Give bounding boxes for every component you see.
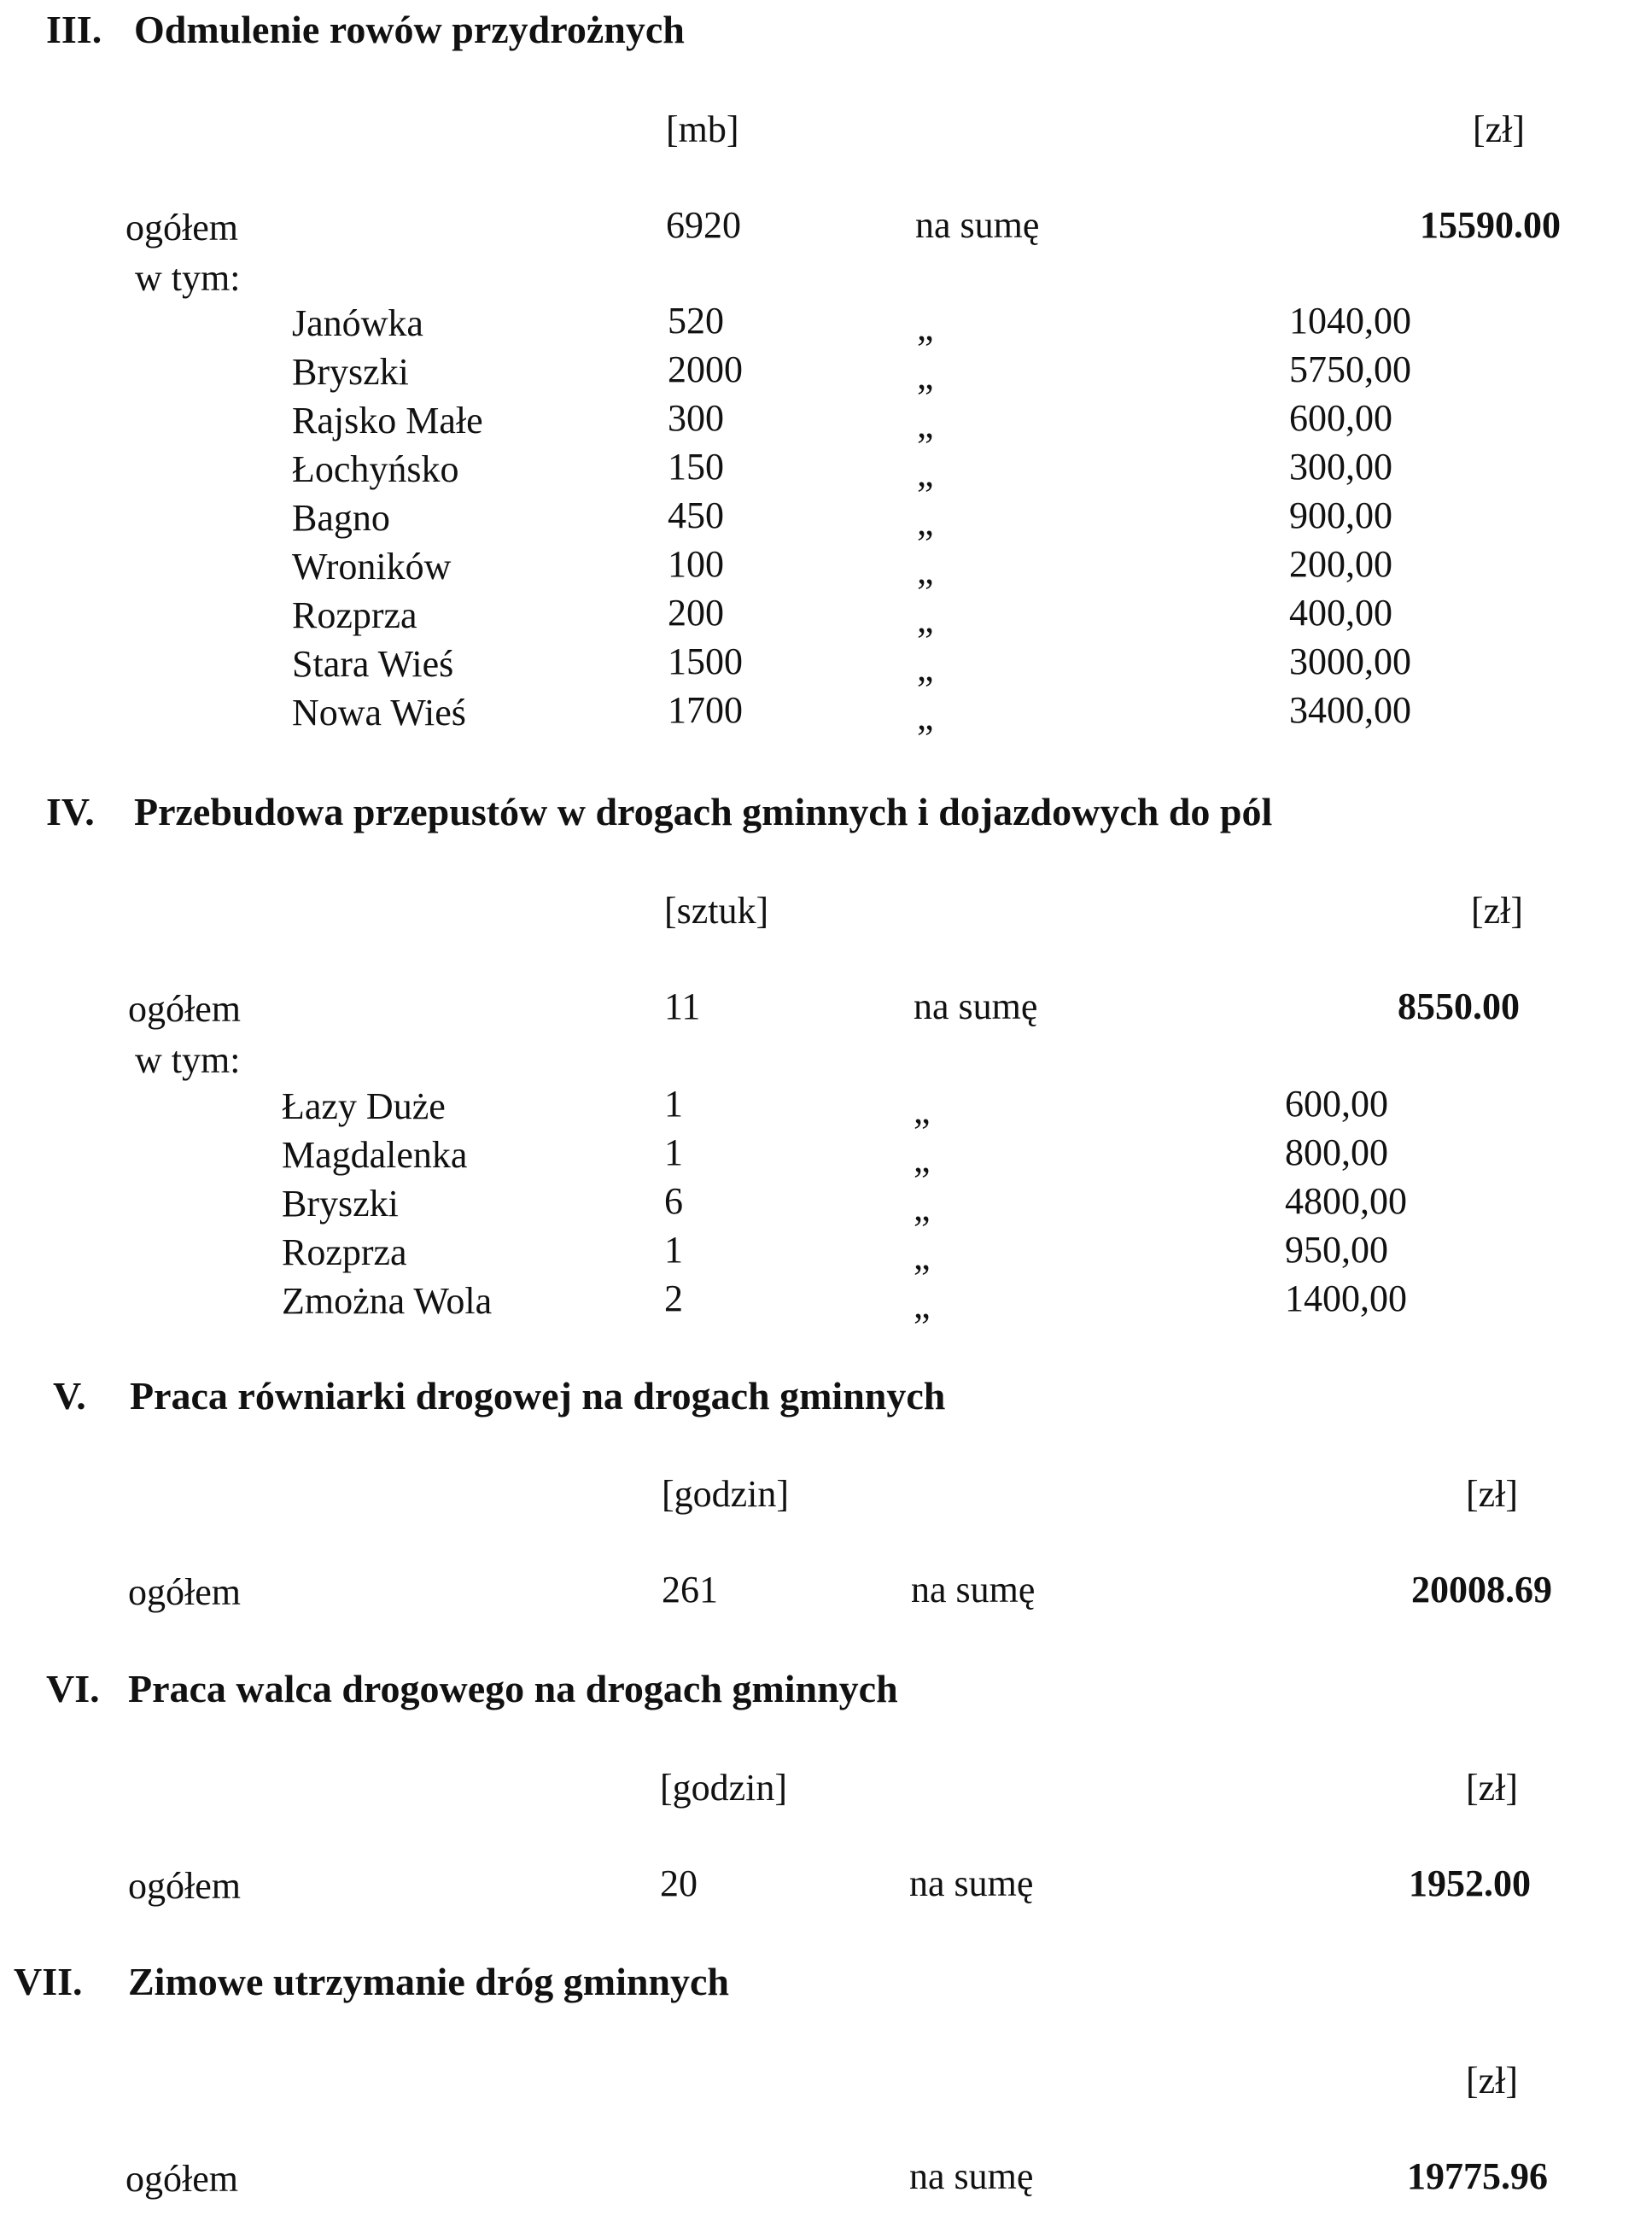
- item-quantity: 1700: [668, 689, 743, 731]
- unit-label: [godzin]: [660, 1767, 788, 1809]
- ditto-mark: „: [917, 599, 934, 640]
- item-amount: 600,00: [1285, 1083, 1388, 1125]
- section-numeral: III.: [46, 8, 102, 51]
- sum-label: na sumę: [914, 985, 1038, 1027]
- item-name: Rajsko Małe: [292, 400, 483, 441]
- unit-label: [godzin]: [662, 1473, 790, 1515]
- breakdown-label: w tym:: [135, 257, 241, 299]
- total-label: ogółem: [126, 207, 238, 248]
- item-quantity: 100: [668, 543, 724, 585]
- item-name: Stara Wieś: [292, 643, 454, 685]
- item-name: Magdalenka: [282, 1134, 468, 1176]
- item-name: Bagno: [292, 497, 390, 539]
- ditto-mark: „: [914, 1236, 931, 1277]
- item-name: Bryszki: [292, 351, 409, 393]
- section-title: Przebudowa przepustów w drogach gminnych i dojazdowych do pól: [134, 790, 1273, 833]
- item-quantity: 520: [668, 300, 724, 342]
- item-quantity: 1500: [668, 640, 743, 682]
- item-name: Rozprza: [292, 594, 417, 636]
- item-quantity: 1: [664, 1229, 683, 1271]
- item-name: Zmożna Wola: [282, 1280, 493, 1322]
- breakdown-label: w tym:: [135, 1039, 241, 1081]
- section-title: Odmulenie rowów przydrożnych: [134, 8, 685, 51]
- total-label: ogółem: [128, 1571, 241, 1613]
- total-quantity: 20: [660, 1862, 698, 1904]
- unit-label: [sztuk]: [664, 890, 769, 932]
- sum-label: na sumę: [915, 204, 1040, 246]
- total-amount: 19775.96: [1407, 2155, 1548, 2197]
- ditto-mark: „: [917, 647, 934, 689]
- ditto-mark: „: [917, 501, 934, 543]
- section-title: Praca równiarki drogowej na drogach gminnych: [130, 1374, 946, 1418]
- section-numeral: V.: [53, 1374, 86, 1418]
- currency-label: [zł]: [1466, 1473, 1519, 1515]
- item-quantity: 200: [668, 592, 724, 634]
- item-amount: 600,00: [1289, 397, 1392, 439]
- total-amount: 1952.00: [1409, 1862, 1531, 1904]
- ditto-mark: „: [914, 1284, 931, 1326]
- section-numeral: VII.: [14, 1960, 83, 2003]
- total-label: ogółem: [128, 1865, 241, 1907]
- item-name: Janówka: [292, 302, 423, 344]
- sum-label: na sumę: [909, 2155, 1034, 2197]
- section-title: Zimowe utrzymanie dróg gminnych: [128, 1960, 730, 2003]
- total-label: ogółem: [128, 988, 241, 1030]
- currency-label: [zł]: [1466, 1767, 1519, 1809]
- sum-label: na sumę: [909, 1862, 1034, 1904]
- ditto-mark: „: [914, 1187, 931, 1229]
- ditto-mark: „: [914, 1090, 931, 1131]
- ditto-mark: „: [917, 404, 934, 446]
- total-quantity: 6920: [666, 204, 741, 246]
- item-amount: 1040,00: [1289, 300, 1411, 342]
- section-numeral: VI.: [46, 1667, 100, 1710]
- ditto-mark: „: [917, 696, 934, 738]
- item-quantity: 450: [668, 494, 724, 536]
- item-amount: 950,00: [1285, 1229, 1388, 1271]
- currency-label: [zł]: [1473, 108, 1526, 150]
- unit-label: [mb]: [666, 108, 739, 150]
- item-name: Rozprza: [282, 1231, 407, 1273]
- item-quantity: 150: [668, 446, 724, 488]
- item-amount: 3400,00: [1289, 689, 1411, 731]
- total-amount: 20008.69: [1411, 1569, 1552, 1611]
- ditto-mark: „: [917, 355, 934, 397]
- ditto-mark: „: [917, 453, 934, 494]
- total-quantity: 11: [664, 985, 701, 1027]
- total-label: ogółem: [126, 2158, 238, 2200]
- item-quantity: 2000: [668, 348, 743, 390]
- currency-label: [zł]: [1466, 2060, 1519, 2102]
- total-amount: 15590.00: [1420, 204, 1561, 246]
- item-quantity: 2: [664, 1277, 683, 1319]
- item-amount: 3000,00: [1289, 640, 1411, 682]
- item-amount: 300,00: [1289, 446, 1392, 488]
- item-amount: 800,00: [1285, 1131, 1388, 1173]
- ditto-mark: „: [917, 550, 934, 592]
- item-amount: 200,00: [1289, 543, 1392, 585]
- item-amount: 1400,00: [1285, 1277, 1407, 1319]
- item-quantity: 1: [664, 1083, 683, 1125]
- total-amount: 8550.00: [1398, 985, 1520, 1027]
- item-name: Łazy Duże: [282, 1085, 446, 1127]
- item-quantity: 300: [668, 397, 724, 439]
- item-name: Wroników: [292, 546, 452, 588]
- item-amount: 400,00: [1289, 592, 1392, 634]
- section-title: Praca walca drogowego na drogach gminnych: [128, 1667, 898, 1710]
- currency-label: [zł]: [1471, 890, 1524, 932]
- ditto-mark: „: [914, 1138, 931, 1180]
- ditto-mark: „: [917, 307, 934, 348]
- item-amount: 4800,00: [1285, 1180, 1407, 1222]
- item-amount: 5750,00: [1289, 348, 1411, 390]
- sum-label: na sumę: [911, 1569, 1036, 1611]
- section-numeral: IV.: [46, 790, 95, 833]
- item-name: Nowa Wieś: [292, 692, 466, 734]
- total-quantity: 261: [662, 1569, 718, 1611]
- item-name: Bryszki: [282, 1183, 399, 1225]
- item-name: Łochyńsko: [292, 448, 459, 490]
- item-quantity: 6: [664, 1180, 683, 1222]
- item-amount: 900,00: [1289, 494, 1392, 536]
- item-quantity: 1: [664, 1131, 683, 1173]
